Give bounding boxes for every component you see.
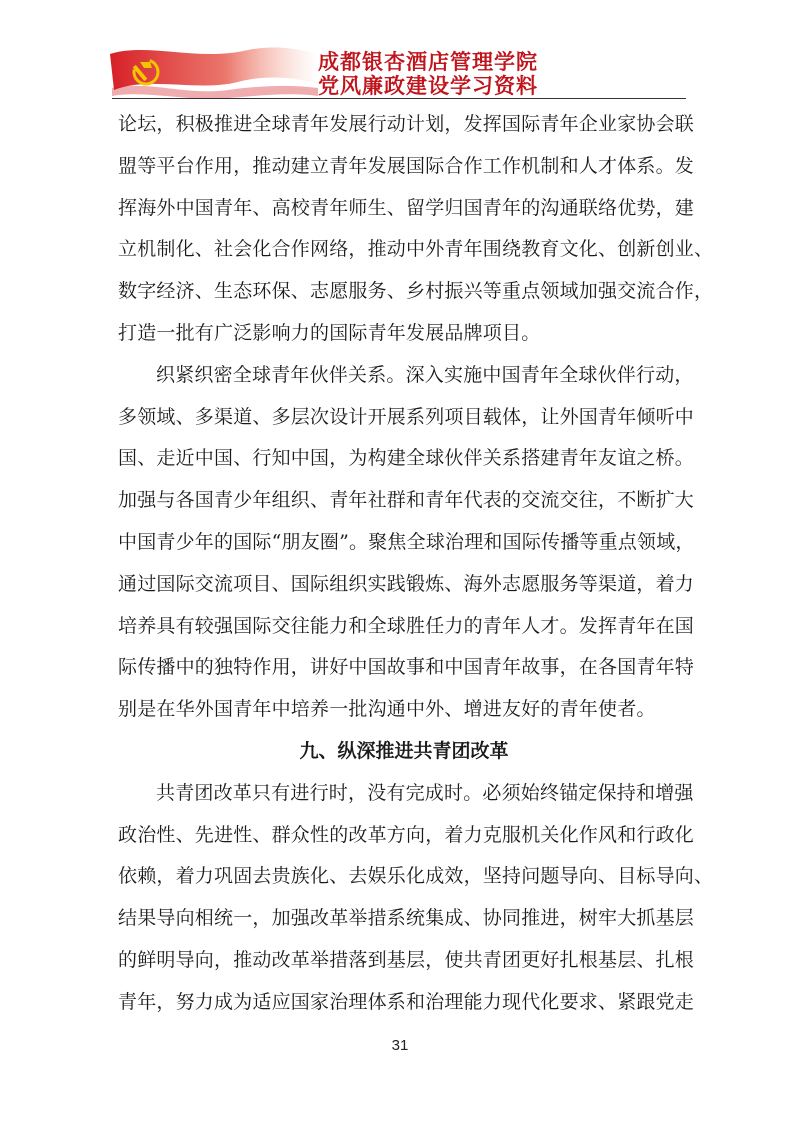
text-line: 加强与各国青少年组织、青年社群和青年代表的交流交往，不断扩大 bbox=[118, 489, 695, 512]
text-line: 别是在华外国青年中培养一批沟通中外、增进友好的青年使者。 bbox=[118, 698, 656, 721]
section-heading: 九、纵深推进共青团改革 bbox=[299, 739, 509, 762]
text-line: 结果导向相统一，加强改革举措系统集成、协同推进，树牢大抓基层 bbox=[118, 907, 695, 930]
text-line: 际传播中的独特作用，讲好中国故事和中国青年故事，在各国青年特 bbox=[118, 656, 695, 679]
text-line: 的鲜明导向，推动改革举措落到基层，使共青团更好扎根基层、扎根 bbox=[118, 948, 695, 971]
paragraph-3 bbox=[118, 773, 714, 1024]
paragraph-2 bbox=[118, 355, 695, 731]
text-line: 依赖，着力巩固去贵族化、去娱乐化成效，坚持问题导向、目标导向、 bbox=[118, 865, 714, 888]
header-titles bbox=[318, 50, 538, 98]
text-line: 盟等平台作用，推动建立青年发展国际合作工作机制和人才体系。发 bbox=[118, 154, 695, 177]
header-divider bbox=[112, 98, 686, 99]
text-line: 论坛，积极推进全球青年发展行动计划，发挥国际青年企业家协会联 bbox=[118, 113, 695, 135]
text-line: 共青团改革只有进行时，没有完成时。必须始终锚定保持和增强 bbox=[156, 781, 694, 804]
text-line: 挥海外中国青年、高校青年师生、留学归国青年的沟通联络优势，建 bbox=[118, 196, 695, 219]
paragraph-1 bbox=[118, 104, 714, 355]
document-series-title: 党风廉政建设学习资料 bbox=[318, 74, 538, 98]
text-line: 青年，努力成为适应国家治理体系和治理能力现代化要求、紧跟党走 bbox=[118, 990, 695, 1013]
text-line: 立机制化、社会化合作网络，推动中外青年围绕教育文化、创新创业、 bbox=[118, 238, 714, 261]
text-line: 政治性、先进性、群众性的改革方向，着力克服机关化作风和行政化 bbox=[118, 823, 695, 846]
text-line: 国、走近中国、行知中国，为构建全球伙伴关系搭建青年友谊之桥。 bbox=[118, 447, 695, 470]
document-header bbox=[0, 0, 800, 100]
party-emblem-icon bbox=[108, 40, 318, 102]
page-number: 31 bbox=[391, 1037, 409, 1054]
text-line: 打造一批有广泛影响力的国际青年发展品牌项目。 bbox=[118, 321, 541, 344]
text-line: 织紧织密全球青年伙伴关系。深入实施中国青年全球伙伴行动， bbox=[156, 363, 694, 386]
text-line: 通过国际交流项目、国际组织实践锻炼、海外志愿服务等渠道，着力 bbox=[118, 572, 695, 595]
text-line: 培养具有较强国际交往能力和全球胜任力的青年人才。发挥青年在国 bbox=[118, 614, 695, 637]
text-line: 多领域、多渠道、多层次设计开展系列项目载体，让外国青年倾听中 bbox=[118, 405, 695, 428]
text-line: 数字经济、生态环保、志愿服务、乡村振兴等重点领域加强交流合作， bbox=[118, 280, 714, 303]
document-body bbox=[118, 104, 714, 1024]
institution-name: 成都银杏酒店管理学院 bbox=[318, 50, 538, 74]
text-line: 中国青少年的国际“朋友圈”。聚焦全球治理和国际传播等重点领域， bbox=[118, 530, 695, 553]
